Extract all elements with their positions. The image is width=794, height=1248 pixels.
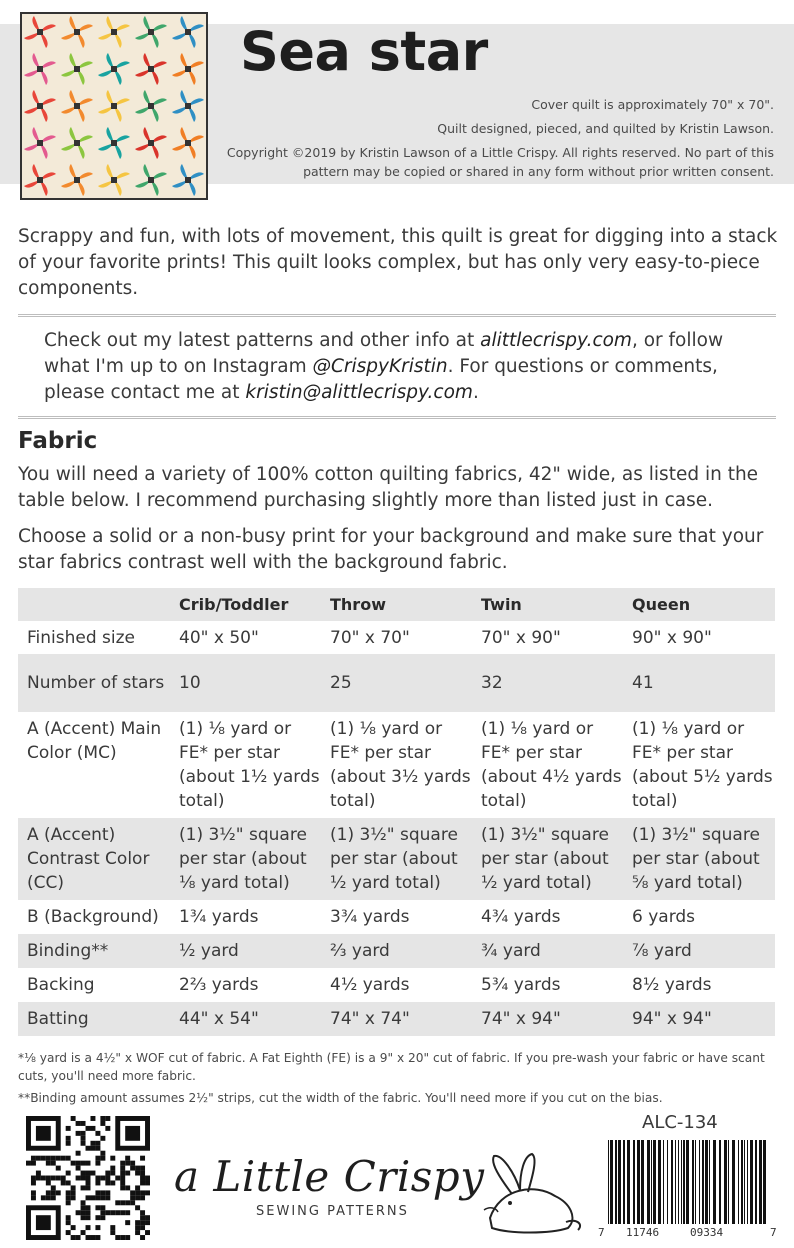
upc-digit: 09334 [690, 1226, 724, 1239]
footnote: *⅛ yard is a 4½" x WOF cut of fabric. A Fat Eighth (FE) is a 9" x 20" cut of fabric. If you pre-wash your fabric or have scant cuts, you'll need more fabric. [18, 1051, 765, 1083]
table-cell: (1) 3½" square per star (about ⅝ yard total) [632, 825, 760, 893]
quilt-star [135, 164, 167, 196]
table-cell: (1) ⅛ yard or FE* per star (about 3½ yards total) [330, 719, 471, 811]
qr-code-icon[interactable] [26, 1116, 150, 1240]
quilt-star [98, 16, 130, 48]
table-row [18, 818, 775, 900]
table-cell: B (Background) [27, 907, 159, 927]
quilt-star [61, 127, 93, 159]
quilt-star [24, 164, 56, 196]
table-header-row [18, 588, 775, 621]
cover-quilt-image [20, 12, 208, 200]
table-cell: Binding** [27, 941, 109, 961]
table-row [18, 968, 775, 1002]
size-note: Cover quilt is approximately 70" x 70". [531, 97, 774, 112]
quilt-star [61, 53, 93, 85]
instagram-link[interactable]: @CrispyKristin [312, 356, 448, 377]
intro-paragraph: Scrappy and fun, with lots of movement, this quilt is great for digging into a stack of your favorite prints! This quilt looks complex, but has only very easy-to-piece components. [18, 226, 778, 299]
contact-text: , or follow what I'm up to on Instagram [44, 330, 724, 377]
bunny-logo-icon [480, 1148, 590, 1238]
table-cell: 32 [481, 673, 503, 693]
quilt-star [135, 90, 167, 122]
brand-logo: a Little Crispy [174, 1152, 485, 1201]
quilt-star [98, 90, 130, 122]
quilt-star [98, 164, 130, 196]
table-cell: Batting [27, 1009, 89, 1029]
table-cell: 90" x 90" [632, 627, 712, 648]
fabric-paragraph: Choose a solid or a non-busy print for your background and make sure that your star fabrics contrast well with the background fabric. [18, 526, 764, 573]
table-cell: 4½ yards [330, 975, 410, 995]
table-header-cell: Twin [481, 594, 522, 614]
copyright-note: Copyright ©2019 by Kristin Lawson of a Little Crispy. All rights reserved. No part of this pattern may be copied or shared in any form without prior written consent. [226, 145, 774, 179]
contact-text: Check out my latest patterns and other info at [44, 330, 481, 351]
website-link[interactable]: alittlecrispy.com [480, 330, 632, 351]
table-cell: 94" x 94" [632, 1009, 712, 1029]
table-header-cell: Throw [330, 594, 386, 614]
table-cell: 41 [632, 673, 654, 693]
quilt-star [24, 53, 56, 85]
quilt-star [24, 127, 56, 159]
contact-text: . For questions or comments, please contact me at [44, 356, 718, 403]
table-cell: A (Accent) Main Color (MC) [27, 719, 162, 763]
quilt-star [172, 164, 204, 196]
quilt-star [24, 16, 56, 48]
quilt-star [135, 127, 167, 159]
table-cell: 1¾ yards [179, 907, 259, 927]
table-cell: A (Accent) Contrast Color (CC) [27, 825, 150, 893]
table-cell: 74" x 74" [330, 1009, 410, 1029]
table-cell: ⅞ yard [632, 941, 692, 961]
table-cell: 25 [330, 673, 352, 693]
table-cell: (1) ⅛ yard or FE* per star (about 4½ yards total) [481, 719, 622, 811]
table-header-cell: Crib/Toddler [179, 594, 289, 614]
table-cell: 70" x 90" [481, 627, 561, 648]
table-cell: (1) 3½" square per star (about ½ yard total) [481, 825, 609, 893]
table-cell: 74" x 94" [481, 1009, 561, 1029]
table-cell: 4¾ yards [481, 907, 561, 927]
quilt-star [172, 90, 204, 122]
quilt-star [135, 16, 167, 48]
designer-note: Quilt designed, pieced, and quilted by Kristin Lawson. [437, 121, 774, 136]
table-row [18, 621, 775, 654]
table-cell: 44" x 54" [179, 1009, 259, 1029]
fabric-paragraph: You will need a variety of 100% cotton quilting fabrics, 42" wide, as listed in the table below. I recommend purchasing slightly more than listed just in case. [18, 464, 759, 511]
table-cell: ½ yard [179, 941, 239, 961]
table-row [18, 900, 775, 934]
table-cell: ¾ yard [481, 941, 541, 961]
table-cell: 40" x 50" [179, 627, 259, 648]
table-cell: (1) ⅛ yard or FE* per star (about 5½ yards total) [632, 719, 773, 811]
table-cell: 70" x 70" [330, 627, 410, 648]
contact-paragraph [44, 328, 774, 406]
table-cell: 3¾ yards [330, 907, 410, 927]
table-row [18, 654, 775, 712]
quilt-star [61, 164, 93, 196]
quilt-star [61, 16, 93, 48]
quilt-pattern [22, 14, 206, 198]
table-cell: Backing [27, 975, 95, 995]
table-cell: Finished size [27, 627, 136, 648]
upc-digit: 11746 [626, 1226, 660, 1239]
table-cell: 5¾ yards [481, 975, 561, 995]
footnote: **Binding amount assumes 2½" strips, cut the width of the fabric. You'll need more if you cut on the bias. [18, 1091, 663, 1105]
table-cell: 10 [179, 673, 201, 693]
table-cell: ⅔ yard [330, 941, 390, 961]
table-cell: 6 yards [632, 907, 696, 927]
fabric-table [18, 588, 775, 1036]
sku-label: ALC-134 [642, 1112, 718, 1133]
quilt-star [98, 53, 130, 85]
table-row [18, 712, 775, 818]
fabric-heading: Fabric [18, 428, 98, 454]
table-cell: 2⅔ yards [179, 975, 259, 995]
page-title: Sea star [240, 20, 488, 83]
barcode-icon [600, 1140, 776, 1228]
quilt-star [172, 127, 204, 159]
table-cell: (1) 3½" square per star (about ⅛ yard total) [179, 825, 307, 893]
quilt-star [24, 90, 56, 122]
contact-text: . [472, 382, 479, 403]
quilt-star [61, 90, 93, 122]
divider [18, 314, 776, 317]
quilt-star [172, 16, 204, 48]
upc-digit: 7 [598, 1226, 605, 1239]
quilt-star [172, 53, 204, 85]
email-link[interactable]: kristin@alittlecrispy.com [245, 382, 473, 403]
table-row [18, 934, 775, 968]
table-row [18, 1002, 775, 1036]
upc-digit: 7 [770, 1226, 777, 1239]
divider [18, 416, 776, 419]
table-cell: (1) ⅛ yard or FE* per star (about 1½ yards total) [179, 719, 320, 811]
table-header-cell: Queen [632, 594, 691, 614]
table-header-cell [18, 588, 170, 621]
table-cell: Number of stars [27, 673, 165, 693]
table-cell: 8½ yards [632, 975, 712, 995]
quilt-star [98, 127, 130, 159]
table-cell: (1) 3½" square per star (about ½ yard total) [330, 825, 458, 893]
brand-subtitle: SEWING PATTERNS [256, 1204, 409, 1219]
quilt-star [135, 53, 167, 85]
